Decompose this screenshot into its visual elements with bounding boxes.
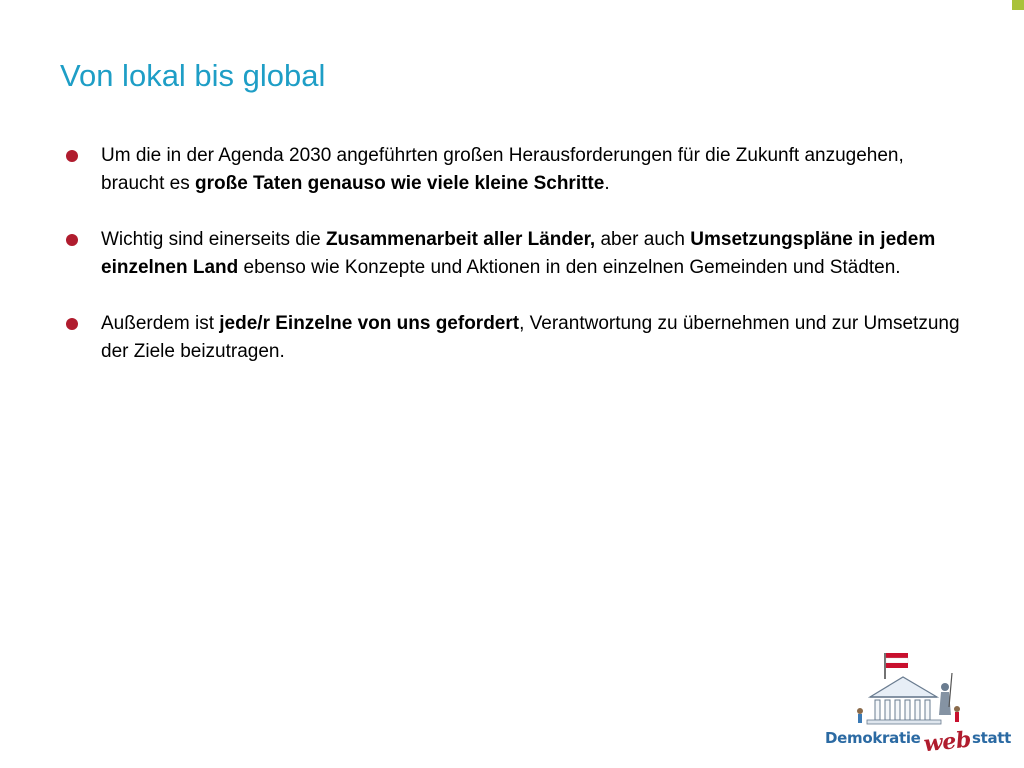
bullet-item <box>60 226 960 282</box>
slide-title: Von lokal bis global <box>60 58 326 93</box>
demokratiewebstatt-logo <box>815 645 1010 763</box>
bullet-seg: Außerdem ist <box>101 313 220 334</box>
bullet-seg-bold: große Taten genauso wie viele kleine Schritte <box>195 173 605 194</box>
bullet-list <box>60 142 960 394</box>
bullet-seg: aber auch <box>595 229 691 250</box>
logo-text-demokratie: Demokratie <box>825 729 921 747</box>
corner-accent <box>1012 0 1024 10</box>
bullet-seg-bold: Umsetzungspläne in jedem einzelnen Land <box>101 229 936 278</box>
logo-wordmark <box>825 723 1012 758</box>
bullet-seg: . <box>604 173 610 194</box>
logo-text-statt: statt <box>971 729 1012 747</box>
bullet-seg: , Verantwortung zu übernehmen und zur Umsetzung der Ziele beizutragen. <box>101 313 960 362</box>
bullet-seg: ebenso wie Konzepte und Aktionen in den einzelnen Gemeinden und Städten. <box>238 257 901 278</box>
bullet-seg: Wichtig sind einerseits die <box>101 229 326 250</box>
bullet-dot-icon <box>66 318 78 330</box>
bullet-dot-icon <box>66 150 78 162</box>
bullet-seg-bold: Zusammenarbeit aller Länder, <box>325 229 596 250</box>
bullet-item <box>60 142 960 198</box>
bullet-seg-bold: jede/r Einzelne von uns gefordert <box>219 313 520 334</box>
bullet-seg: Um die in der Agenda 2030 angeführten großen Herausforderungen für die Zukunft anzugehen, braucht es <box>101 145 904 194</box>
bullet-item <box>60 310 960 366</box>
logo-text-web: web <box>921 726 972 758</box>
bullet-dot-icon <box>66 234 78 246</box>
